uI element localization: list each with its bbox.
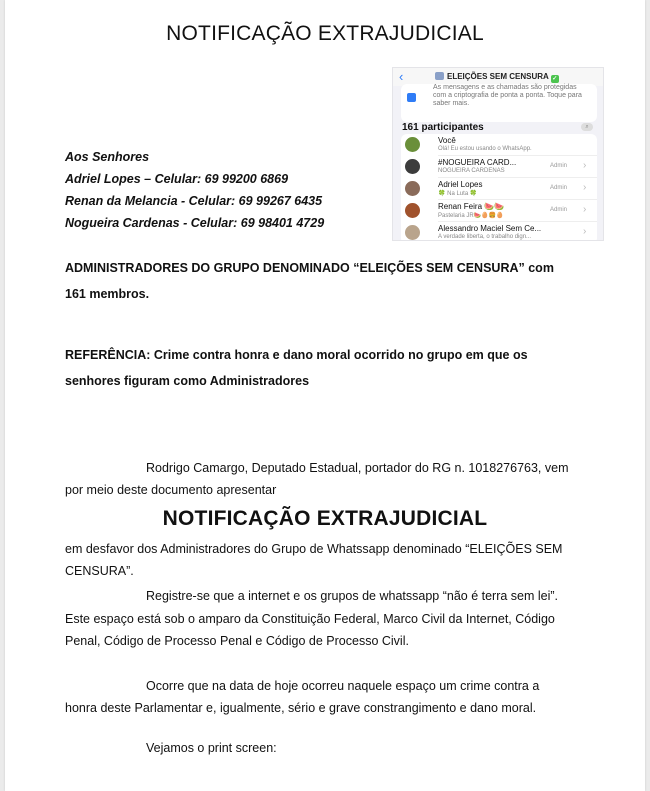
avatar (405, 203, 420, 218)
member-name: Adriel Lopes (438, 180, 483, 189)
member-status: 🍀 Na Luta 🍀 (438, 191, 478, 197)
group-title (435, 72, 559, 83)
lock-icon (407, 93, 416, 102)
search-icon: ⌕ (581, 123, 593, 131)
registre-line: Este espaço está sob o amparo da Constituição Federal, Marco Civil da Internet, Código (65, 612, 555, 626)
reference-line: REFERÊNCIA: Crime contra honra e dano moral ocorrido no grupo em que os (65, 348, 528, 362)
vejamos-line: Vejamos o print screen: (146, 741, 277, 755)
avatar (405, 137, 420, 152)
participants-list (401, 134, 597, 241)
admin-badge: Admin (550, 207, 568, 213)
member-name: Você (438, 136, 456, 145)
ocorre-line: honra deste Parlamentar e, igualmente, sério e grave constrangimento e dano moral. (65, 701, 537, 715)
document-title: NOTIFICAÇÃO EXTRAJUDICIAL (166, 22, 484, 45)
chevron-right-icon: › (583, 226, 587, 237)
administrators-heading (65, 255, 605, 307)
administrators-line: 161 membros. (65, 287, 150, 301)
checkmark-icon: ✓ (552, 76, 558, 82)
chevron-right-icon: › (583, 160, 587, 171)
recipient-line: Nogueira Cardenas - Celular: 69 98401 4729 (65, 216, 325, 230)
member-status: NOGUEIRA CARDENAS (438, 168, 505, 174)
desfavor-line: CENSURA”. (65, 564, 134, 578)
encryption-text: As mensagens e as chamadas são protegidas com a criptografia de ponta a ponta. Toque para saber mais. (433, 84, 582, 107)
participants-count: 161 participantes (402, 122, 484, 133)
recipients-greeting: Aos Senhores (65, 150, 150, 164)
recipient-line: Adriel Lopes – Celular: 69 99200 6869 (65, 172, 289, 186)
registre-line: Registre-se que a internet e os grupos de whatssapp “não é terra sem lei”. (146, 589, 559, 603)
registre-line: Penal, Código de Processo Penal e Código de Processo Civil. (65, 634, 409, 648)
list-item (401, 134, 597, 156)
avatar (405, 159, 420, 174)
encryption-notice (401, 84, 597, 122)
administrators-line: ADMINISTRADORES DO GRUPO DENOMINADO “ELEIÇÕES SEM CENSURA” com (65, 261, 554, 275)
chevron-right-icon: › (583, 204, 587, 215)
desfavor-line: em desfavor dos Administradores do Grupo de Whatssapp denominado “ELEIÇÕES SEM (65, 542, 563, 556)
avatar (405, 181, 420, 196)
member-name: #NOGUEIRA CARD... (438, 158, 517, 167)
member-name: Renan Feira 🍉🍉 (438, 202, 505, 211)
group-title-text: ELEIÇÕES SEM CENSURA (447, 72, 549, 81)
list-item (401, 200, 597, 222)
group-image-icon (435, 72, 444, 80)
document-page (5, 0, 645, 791)
admin-badge: Admin (550, 163, 568, 169)
member-name: Alessandro Maciel Sem Ce... (438, 224, 542, 233)
reference-line: senhores figuram como Administradores (65, 374, 310, 388)
member-status: Pastelaria JR🍉🥚🍔🥚 (438, 213, 504, 219)
list-item (401, 156, 597, 178)
back-chevron-icon: ‹ (399, 69, 404, 84)
reference-block (65, 342, 605, 394)
member-status: Olá! Eu estou usando o WhatsApp. (438, 146, 532, 152)
ocorre-line: Ocorre que na data de hoje ocorreu naquele espaço um crime contra a (146, 679, 540, 693)
chevron-right-icon: › (583, 182, 587, 193)
list-item (401, 222, 597, 241)
whatsapp-screenshot (392, 67, 604, 241)
list-item (401, 178, 597, 200)
avatar (405, 225, 420, 240)
section-title: NOTIFICAÇÃO EXTRAJUDICIAL (162, 507, 488, 530)
recipient-line: Renan da Melancia - Celular: 69 99267 6435 (65, 194, 323, 208)
admin-badge: Admin (550, 185, 568, 191)
intro-line: por meio deste documento apresentar (65, 483, 277, 497)
intro-line: Rodrigo Camargo, Deputado Estadual, portador do RG n. 1018276763, vem (146, 461, 569, 475)
member-status: A verdade liberta, o trabalho dign... (438, 234, 532, 240)
